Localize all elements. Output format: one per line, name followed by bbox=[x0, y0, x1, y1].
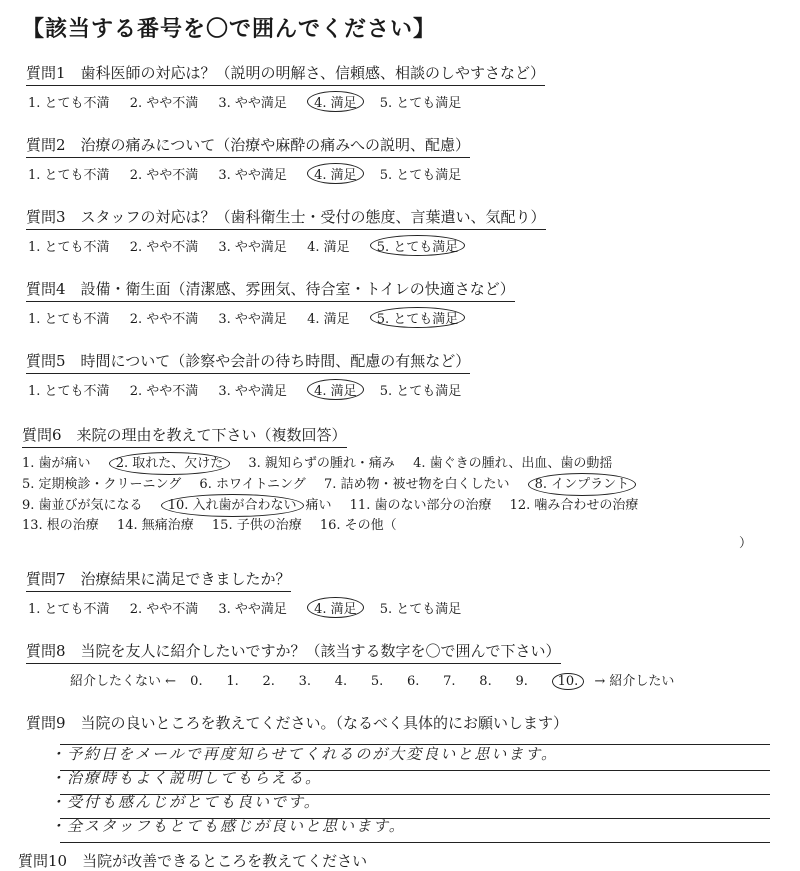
q8-num-8[interactable]: 8. bbox=[479, 674, 492, 689]
question-4 bbox=[26, 278, 796, 328]
q6-option-13[interactable]: 13. 根の治療 bbox=[22, 518, 99, 533]
q2-option-4-circled[interactable]: 4. 満足 bbox=[307, 163, 364, 184]
q6-row-3 bbox=[22, 494, 792, 515]
question-2-title: 質問2 治療の痛みについて（治療や麻酔の痛みへの説明、配慮） bbox=[26, 134, 470, 158]
q2-option-5[interactable]: 5. とても満足 bbox=[379, 168, 462, 183]
q8-num-4[interactable]: 4. bbox=[334, 674, 348, 689]
q4-option-5-circled[interactable]: 5. とても満足 bbox=[370, 307, 466, 328]
question-7-title: 質問7 治療結果に満足できましたか？ bbox=[26, 568, 291, 592]
question-2 bbox=[26, 134, 796, 184]
q7-option-5[interactable]: 5. とても満足 bbox=[379, 602, 462, 617]
question-7 bbox=[26, 568, 796, 618]
q7-option-2[interactable]: 2. やや不満 bbox=[129, 602, 199, 617]
question-8 bbox=[26, 640, 796, 690]
question-3-title: 質問3 スタッフの対応は？（歯科衛生士・受付の態度、言葉遣い、気配り） bbox=[26, 206, 546, 230]
question-6 bbox=[22, 424, 792, 552]
q1-option-3[interactable]: 3. やや満足 bbox=[218, 96, 287, 111]
q3-option-2[interactable]: 2. やや不満 bbox=[129, 240, 199, 255]
question-4-options bbox=[26, 307, 796, 328]
q6-row-1 bbox=[22, 452, 792, 473]
q3-option-4[interactable]: 4. 満足 bbox=[307, 240, 350, 255]
q5-option-1[interactable]: 1. とても不満 bbox=[28, 384, 110, 399]
question-9 bbox=[26, 712, 796, 733]
q7-option-1[interactable]: 1. とても不満 bbox=[28, 602, 110, 617]
q6-row-2 bbox=[22, 473, 792, 494]
question-7-options bbox=[26, 597, 796, 618]
q8-num-3[interactable]: 3. bbox=[298, 674, 311, 689]
q8-num-7[interactable]: 7. bbox=[443, 674, 456, 689]
q9-answer-3[interactable]: ・受付も感んじがとても良いです。 bbox=[50, 793, 321, 811]
q2-option-1[interactable]: 1. とても不満 bbox=[28, 168, 110, 183]
q5-option-3[interactable]: 3. やや満足 bbox=[218, 384, 287, 399]
question-5 bbox=[26, 350, 796, 400]
q2-option-2[interactable]: 2. やや不満 bbox=[129, 168, 199, 183]
q4-option-3[interactable]: 3. やや満足 bbox=[218, 312, 287, 327]
q8-left-label: 紹介したくない ← bbox=[70, 674, 177, 689]
q1-option-4-circled[interactable]: 4. 満足 bbox=[307, 91, 364, 112]
q3-option-5-circled[interactable]: 5. とても満足 bbox=[370, 235, 466, 256]
question-1-title: 質問1 歯科医師の対応は？（説明の明解さ、信頼感、相談のしやすさなど） bbox=[26, 62, 545, 86]
q1-option-5[interactable]: 5. とても満足 bbox=[379, 96, 462, 111]
q6-option-15[interactable]: 15. 子供の治療 bbox=[211, 518, 302, 533]
question-6-options bbox=[22, 452, 792, 552]
q2-option-3[interactable]: 3. やや満足 bbox=[218, 168, 287, 183]
question-1 bbox=[26, 62, 796, 112]
question-1-options bbox=[26, 91, 796, 112]
q6-option-16[interactable]: 16. その他（ bbox=[319, 518, 397, 533]
q5-option-4-circled[interactable]: 4. 満足 bbox=[307, 379, 364, 400]
q5-option-5[interactable]: 5. とても満足 bbox=[379, 384, 462, 399]
q6-option-3[interactable]: 3. 親知らずの腫れ・痛み bbox=[248, 456, 395, 471]
q8-num-6[interactable]: 6. bbox=[407, 674, 420, 689]
q8-right-label: → 紹介したい bbox=[594, 674, 675, 689]
q8-num-5[interactable]: 5. bbox=[370, 674, 384, 689]
q6-option-10-circled[interactable]: 10. 入れ歯が合わない bbox=[161, 494, 304, 517]
q9-answer-1[interactable]: ・予約日をメールで再度知らせてくれるのが大変良いと思います。 bbox=[50, 745, 559, 763]
q4-option-4[interactable]: 4. 満足 bbox=[307, 312, 350, 327]
q8-num-1[interactable]: 1. bbox=[226, 674, 239, 689]
question-6-title: 質問6 来院の理由を教えて下さい（複数回答） bbox=[22, 424, 347, 448]
q7-option-4-circled[interactable]: 4. 満足 bbox=[307, 597, 364, 618]
q1-option-1[interactable]: 1. とても不満 bbox=[28, 96, 110, 111]
q3-option-3[interactable]: 3. やや満足 bbox=[218, 240, 287, 255]
q6-option-9[interactable]: 9. 歯並びが気になる bbox=[22, 498, 143, 513]
question-10-title: 質問10 当院が改善できるところを教えてください bbox=[18, 852, 368, 870]
q6-option-2-circled[interactable]: 2. 取れた、欠けた bbox=[109, 452, 231, 475]
q4-option-1[interactable]: 1. とても不満 bbox=[28, 312, 110, 327]
q6-option-11[interactable]: 11. 歯のない部分の治療 bbox=[349, 498, 492, 513]
q4-option-2[interactable]: 2. やや不満 bbox=[129, 312, 199, 327]
question-3-options bbox=[26, 235, 796, 256]
q6-option-12[interactable]: 12. 噛み合わせの治療 bbox=[509, 498, 639, 513]
q6-option-10-suffix: 痛い bbox=[305, 498, 332, 513]
q9-answer-4[interactable]: ・全スタッフもとても感じが良いと思います。 bbox=[50, 817, 406, 835]
q6-option-6[interactable]: 6. ホワイトニング bbox=[199, 477, 306, 492]
q6-option-5[interactable]: 5. 定期検診・クリーニング bbox=[22, 477, 182, 492]
q7-option-3[interactable]: 3. やや満足 bbox=[218, 602, 287, 617]
q8-num-9[interactable]: 9. bbox=[515, 674, 528, 689]
question-8-scale bbox=[26, 670, 796, 690]
q6-option-1[interactable]: 1. 歯が痛い bbox=[22, 456, 91, 471]
q8-num-0[interactable]: 0. bbox=[190, 674, 203, 689]
q6-other-close: ） bbox=[738, 536, 752, 551]
question-4-title: 質問4 設備・衛生面（清潔感、雰囲気、待合室・トイレの快適さなど） bbox=[26, 278, 515, 302]
q8-num-2[interactable]: 2. bbox=[262, 674, 275, 689]
q6-other-close-row bbox=[22, 536, 792, 552]
q6-option-8-circled[interactable]: 8. インプラント bbox=[528, 473, 637, 496]
q6-option-4[interactable]: 4. 歯ぐきの腫れ、出血、歯の動揺 bbox=[413, 456, 613, 471]
question-9-title: 質問9 当院の良いところを教えてください。（なるべく具体的にお願いします） bbox=[26, 714, 569, 732]
question-8-title: 質問8 当院を友人に紹介したいですか？（該当する数字を〇で囲んで下さい） bbox=[26, 640, 561, 664]
question-5-title: 質問5 時間について（診察や会計の待ち時間、配慮の有無など） bbox=[26, 350, 470, 374]
q6-option-7[interactable]: 7. 詰め物・被せ物を白くしたい bbox=[323, 477, 510, 492]
q9-answer-rule-5 bbox=[60, 842, 770, 843]
q9-answer-2[interactable]: ・治療時もよく説明してもらえる。 bbox=[50, 769, 323, 787]
q5-option-2[interactable]: 2. やや不満 bbox=[129, 384, 199, 399]
q1-option-2[interactable]: 2. やや不満 bbox=[129, 96, 199, 111]
q3-option-1[interactable]: 1. とても不満 bbox=[28, 240, 110, 255]
q8-num-10-circled[interactable]: 10. bbox=[552, 673, 585, 690]
q6-row-4 bbox=[22, 515, 792, 536]
question-3 bbox=[26, 206, 796, 256]
q6-option-14[interactable]: 14. 無痛治療 bbox=[116, 518, 194, 533]
question-2-options bbox=[26, 163, 796, 184]
page-heading: 【該当する番号を〇で囲んでください】 bbox=[22, 16, 437, 42]
question-5-options bbox=[26, 379, 796, 400]
